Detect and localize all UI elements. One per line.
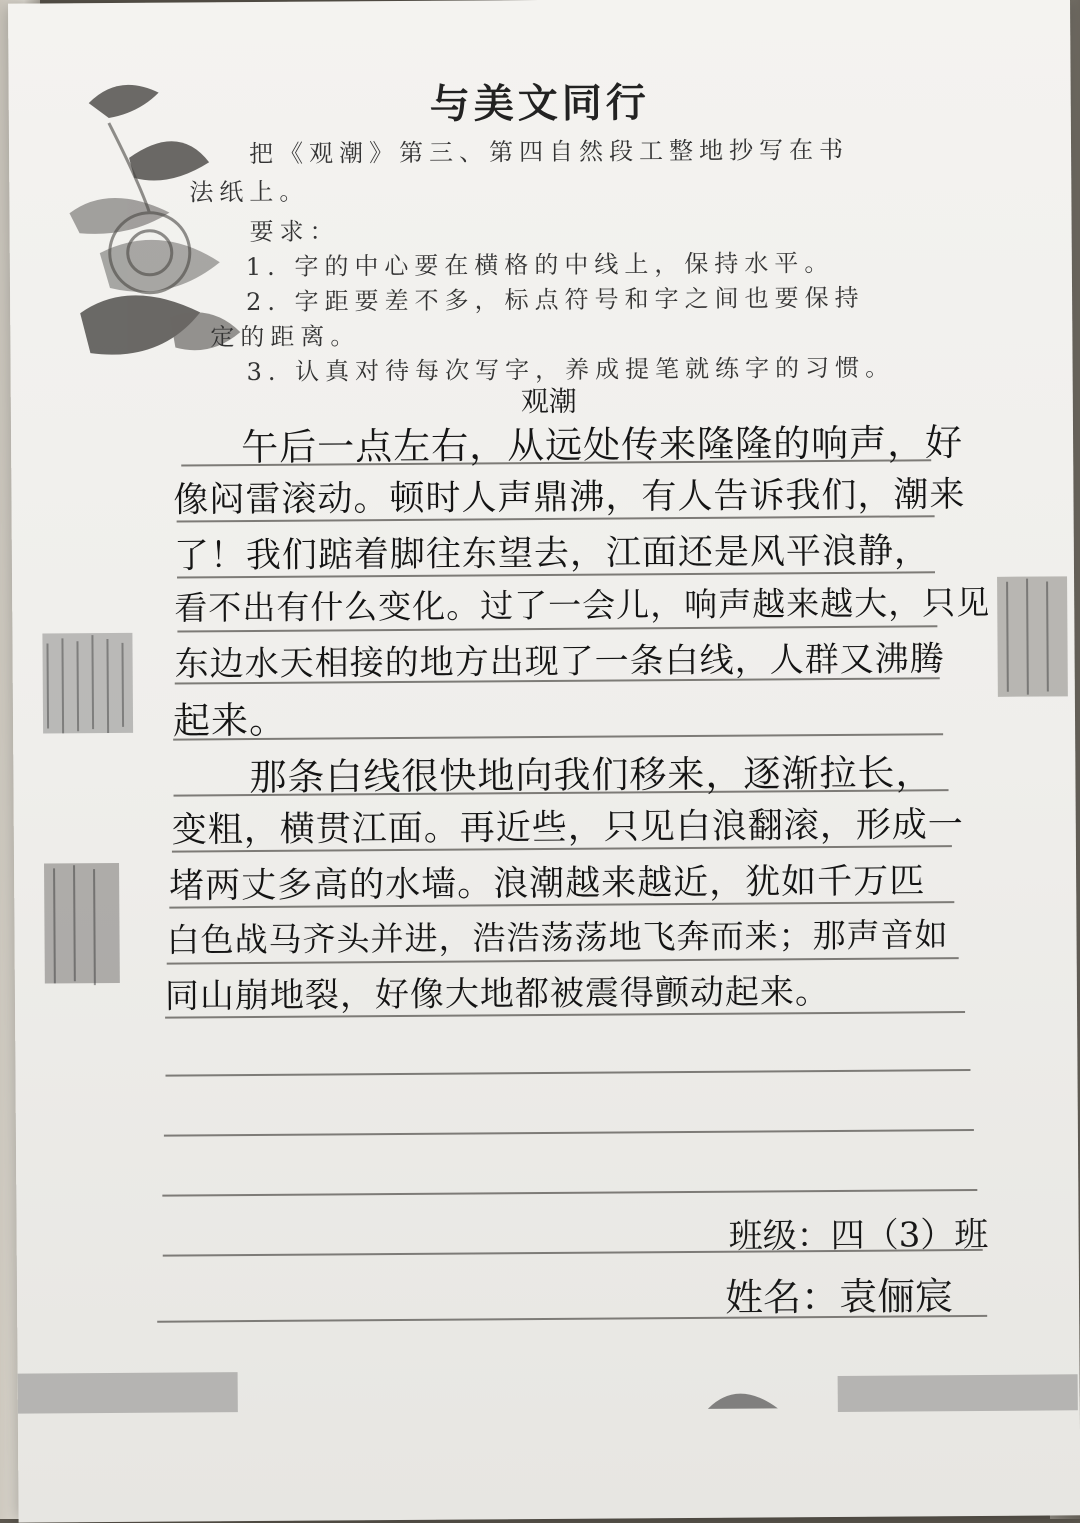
ruled-line [165,1069,970,1077]
ink-brush-mark [34,853,125,994]
requirement-item: 3. 认真对待每次写字，养成提笔就练字的习惯。 [246,353,896,387]
requirement-item-continued: 定的距离。 [210,322,361,352]
essay-line: 像闷雷滚动。顿时人声鼎沸，有人告诉我们，潮来 [173,475,966,521]
instruction-text-continued: 法纸上。 [189,177,310,207]
student-name: 姓名：袁俪宸 [724,1274,954,1320]
essay-line: 了！我们踮着脚往东望去，江面还是风平浪静， [173,531,931,577]
essay-line: 同山崩地裂，好像大地都被震得颤动起来。 [164,971,831,1017]
ink-ground-decoration [18,1356,1080,1433]
ruled-line [164,1129,974,1137]
requirement-item: 1. 字的中心要在横格的中线上，保持水平。 [245,248,835,282]
requirement-item: 2. 字距要差不多，标点符号和字之间也要保持 [246,283,865,317]
essay-title: 观潮 [520,384,577,419]
worksheet-title: 与美文同行 [429,80,650,128]
essay-line: 看不出有什么变化。过了一会儿，响声越来越大，只见 [174,582,991,628]
ruled-line [173,733,943,740]
ruled-line [162,1189,977,1197]
ink-brush-mark [992,556,1073,707]
ink-brush-mark [32,623,143,744]
requirements-heading: 要求： [249,217,340,247]
essay-line: 起来。 [172,698,288,743]
instruction-text: 把《观潮》第三、第四自然段工整地抄写在书 [248,135,850,169]
essay-line: 东边水天相接的地方出现了一条白线，人群又沸腾 [174,639,945,685]
essay-line: 那条白线很快地向我们移来，逐渐拉长， [249,751,934,800]
essay-line: 堵两丈多高的水墙。浪潮越来越近，犹如千万匹 [169,861,926,907]
essay-line: 变粗，横贯江面。再近些，只见白浪翻滚，形成一 [171,805,964,851]
essay-line: 午后一点左右，从远处传来隆隆的响声，好 [240,421,964,470]
worksheet-paper [8,0,1080,1523]
essay-line: 白色战马齐头并进，浩浩荡荡地飞奔而来；那声音如 [166,915,949,960]
class-label: 班级：四（3）班 [728,1214,989,1257]
